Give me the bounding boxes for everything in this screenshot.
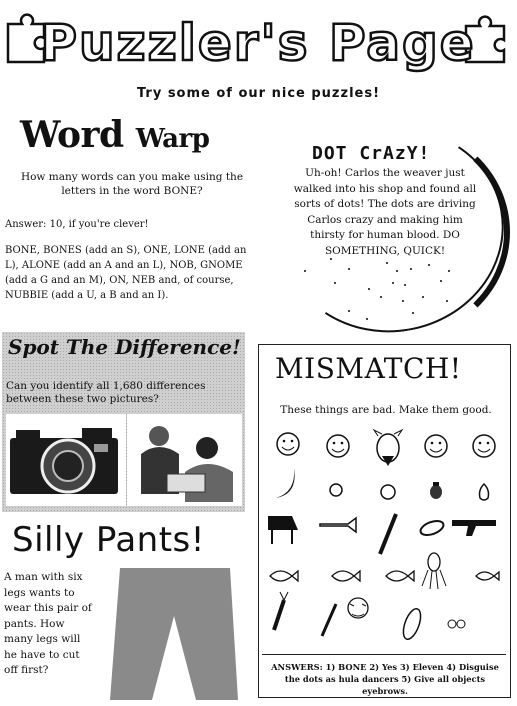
pear-icon <box>480 484 489 500</box>
dot <box>448 270 450 272</box>
fish-icon <box>476 572 499 580</box>
pants-illustration <box>100 566 240 702</box>
lettuce-icon <box>348 598 368 618</box>
fish-icon <box>270 571 298 581</box>
banana-icon <box>276 468 295 498</box>
smiley-face-icon <box>473 435 495 457</box>
dot-crazy-text: Uh-oh! Carlos the weaver just walked into his shop and found all sorts of dots! The dots are driving Carlos crazy and making him thirsty for human blood. DO SOMETHING, QUICK! <box>293 167 477 257</box>
dot <box>386 262 388 264</box>
mismatch-title: MISMATCH! <box>275 352 462 385</box>
word-warp-title-part2: Warp <box>135 124 210 154</box>
celery-icon <box>322 604 336 636</box>
mismatch-subtitle: These things are bad. Make them good. <box>280 404 492 416</box>
carrot-icon <box>274 592 288 630</box>
dot-crazy-title: DOT CrAzY! <box>312 143 431 164</box>
word-warp-answer: Answer: 10, if you're clever! <box>5 219 149 230</box>
spot-difference-title: Spot The Difference! <box>8 335 241 359</box>
people-picture <box>127 414 242 506</box>
word-warp-title-part1: Word <box>20 114 124 156</box>
squid-icon <box>422 553 446 589</box>
smiley-face-icon <box>277 433 299 455</box>
mismatch-answers: ANSWERS: 1) BONE 2) Yes 3) Eleven 4) Disguise the dots as hula dancers 5) Give all objects eyebrows. <box>271 662 499 696</box>
page-subtitle: Try some of our nice puzzles! <box>136 86 381 101</box>
dot <box>404 284 406 286</box>
dot <box>348 268 350 270</box>
apple-icon <box>330 484 342 496</box>
dot <box>446 300 448 302</box>
page-title: Puzzler's Page <box>40 14 476 72</box>
dot <box>330 258 332 260</box>
word-warp-title <box>20 114 220 156</box>
dot <box>348 310 350 312</box>
dot <box>402 300 404 302</box>
dot <box>422 296 424 298</box>
eggplant-icon <box>400 607 424 642</box>
silly-pants-text: A man with six legs wants to wear this pair of pants. How many legs will he have to cut off first? <box>4 571 92 676</box>
dot <box>366 318 368 320</box>
page-title-banner <box>0 4 517 76</box>
puzzle-piece-icon <box>8 15 44 62</box>
rifle-icon <box>452 520 496 536</box>
tambourine-icon <box>419 518 446 537</box>
fish-icon <box>332 571 360 581</box>
flute-icon <box>380 514 396 554</box>
smiley-face-icon <box>327 435 349 457</box>
grenade-icon <box>430 482 442 499</box>
dot <box>440 280 442 282</box>
mismatch-grid <box>262 428 506 648</box>
silly-pants-title: Silly Pants! <box>12 520 205 560</box>
camera-picture <box>6 414 126 506</box>
dot <box>412 312 414 314</box>
word-warp-word-list: BONE, BONES (add an S), ONE, LONE (add an L), ALONE (add an A and an L), NOB, GNOME (add a G and an M), ON, NEB and, of course, NUBBIE (add a U, a B and an I). <box>5 245 247 301</box>
dot <box>410 268 412 270</box>
dot <box>392 282 394 284</box>
dot <box>428 264 430 266</box>
fish-icon <box>386 571 414 581</box>
peas-icon <box>448 620 465 628</box>
devil-face-icon <box>374 430 402 466</box>
apple-icon <box>381 485 395 499</box>
word-warp-question: How many words can you make using the letters in the word BONE? <box>20 171 244 197</box>
trumpet-icon <box>320 518 356 532</box>
piano-icon <box>268 516 298 544</box>
smiley-face-icon <box>425 435 447 457</box>
dot <box>368 288 370 290</box>
dot <box>380 296 382 298</box>
dot <box>304 270 306 272</box>
dot <box>334 282 336 284</box>
spot-difference-text: Can you identify all 1,680 differences between these two pictures? <box>6 380 206 405</box>
dot <box>396 270 398 272</box>
